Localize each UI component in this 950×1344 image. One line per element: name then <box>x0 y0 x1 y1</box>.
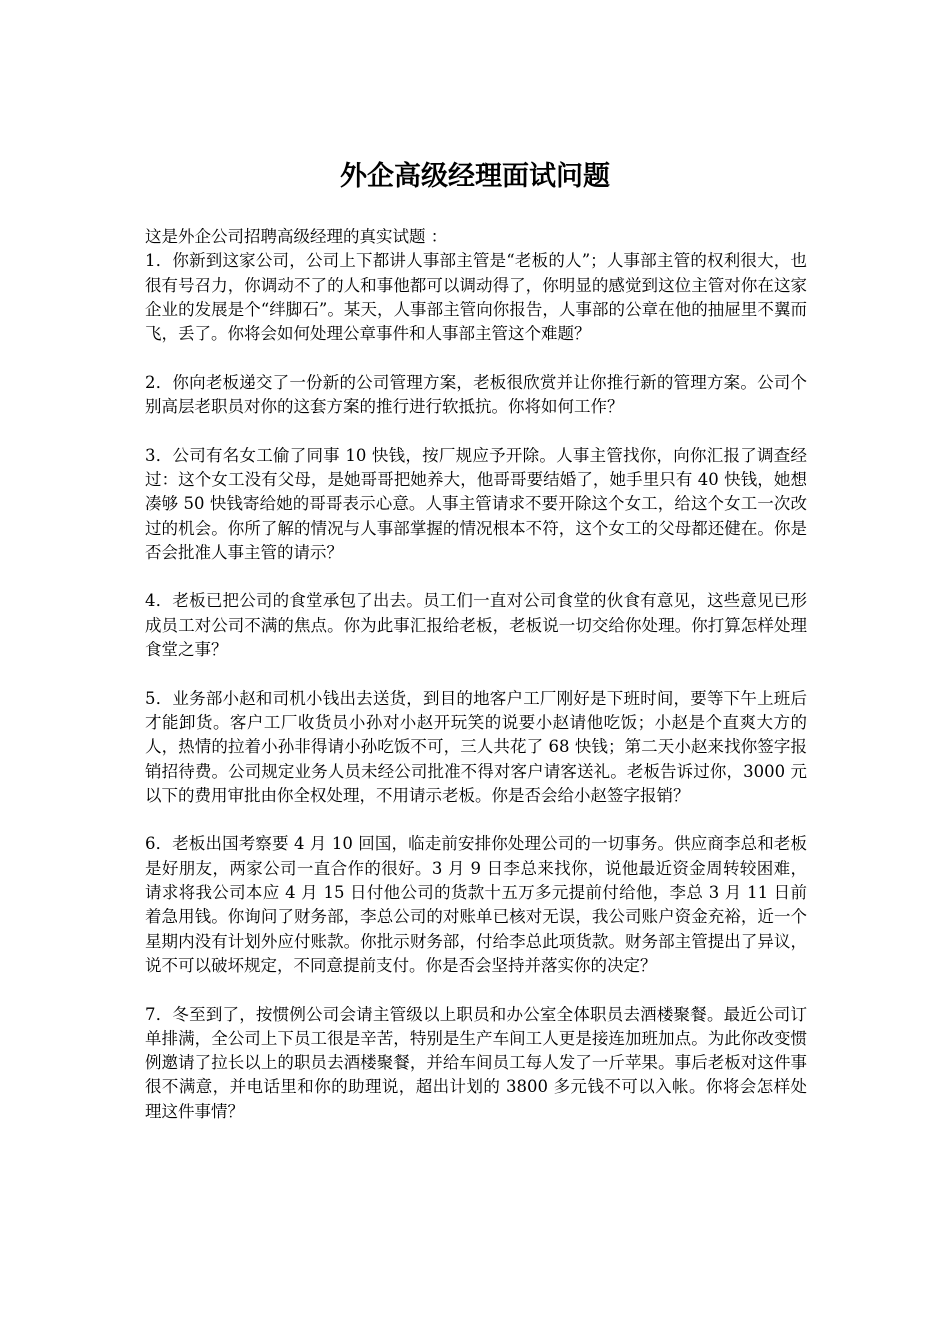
question-1: 1．你新到这家公司，公司上下都讲人事部主管是“老板的人”；人事部主管的权利很大，也很有号召力，你调动不了的人和事他都可以调动得了，你明显的感觉到这位主管对你在这家企业的发展是个“绊脚石”。某天，人事部主管向你报告，人事部的公章在他的抽屉里不翼而飞，丢了。你将会如何处理公章事件和人事部主管这个难题？ <box>145 251 807 344</box>
document-title: 外企高级经理面试问题 <box>340 161 610 192</box>
document-body <box>145 225 807 1124</box>
question-2: 2．你向老板递交了一份新的公司管理方案，老板很欣赏并让你推行新的管理方案。公司个别高层老职员对你的这套方案的推行进行软抵抗。你将如何工作？ <box>145 372 807 417</box>
question-3: 3．公司有名女工偷了同事 10 快钱，按厂规应予开除。人事主管找你，向你汇报了调查经过：这个女工没有父母，是她哥哥把她养大，他哥哥要结婚了，她手里只有 40 快钱，她想凑够 50 快钱寄给她的哥哥表示心意。人事主管请求不要开除这个女工，给这个女工一次改过的机会。你所了解的情况与人事部掌握的情况根本不符，这个女工的父母都还健在。你是否会批准人事主管的请示？ <box>145 445 807 562</box>
question-4: 4．老板已把公司的食堂承包了出去。员工们一直对公司食堂的伙食有意见，这些意见已形成员工对公司不满的焦点。你为此事汇报给老板，老板说一切交给你处理。你打算怎样处理食堂之事？ <box>145 591 807 660</box>
question-5: 5．业务部小赵和司机小钱出去送货，到目的地客户工厂刚好是下班时间，要等下午上班后才能卸货。客户工厂收货员小孙对小赵开玩笑的说要小赵请他吃饭；小赵是个直爽大方的人，热情的拉着小孙非得请小孙吃饭不可，三人共花了 68 快钱；第二天小赵来找你签字报销招待费。公司规定业务人员未经公司批准不得对客户请客送礼。老板告诉过你，3000 元以下的费用审批由你全权处理，不用请示老板。你是否会给小赵签字报销？ <box>145 688 807 805</box>
question-6: 6．老板出国考察要 4 月 10 回国，临走前安排你处理公司的一切事务。供应商李总和老板是好朋友，两家公司一直合作的很好。3 月 9 日李总来找你，说他最近资金周转较困难，请求将我公司本应 4 月 15 日付他公司的货款十五万多元提前付给他，李总 3 月 11 日前着急用钱。你询问了财务部，李总公司的对账单已核对无误，我公司账户资金充裕，近一个星期内没有计划外应付账款。你批示财务部，付给李总此项货款。财务部主管提出了异议，说不可以破坏规定，不同意提前支付。你是否会坚持并落实你的决定？ <box>145 834 807 975</box>
question-7: 7．冬至到了，按惯例公司会请主管级以上职员和办公室全体职员去酒楼聚餐。最近公司订单排满，全公司上下员工很是辛苦，特别是生产车间工人更是接连加班加点。为此你改变惯例邀请了拉长以上的职员去酒楼聚餐，并给车间员工每人发了一斤苹果。事后老板对这件事很不满意，并电话里和你的助理说，超出计划的 3800 多元钱不可以入帐。你将会怎样处理这件事情？ <box>145 1004 807 1121</box>
intro-paragraph: 这是外企公司招聘高级经理的真实试题 ： <box>145 227 448 246</box>
